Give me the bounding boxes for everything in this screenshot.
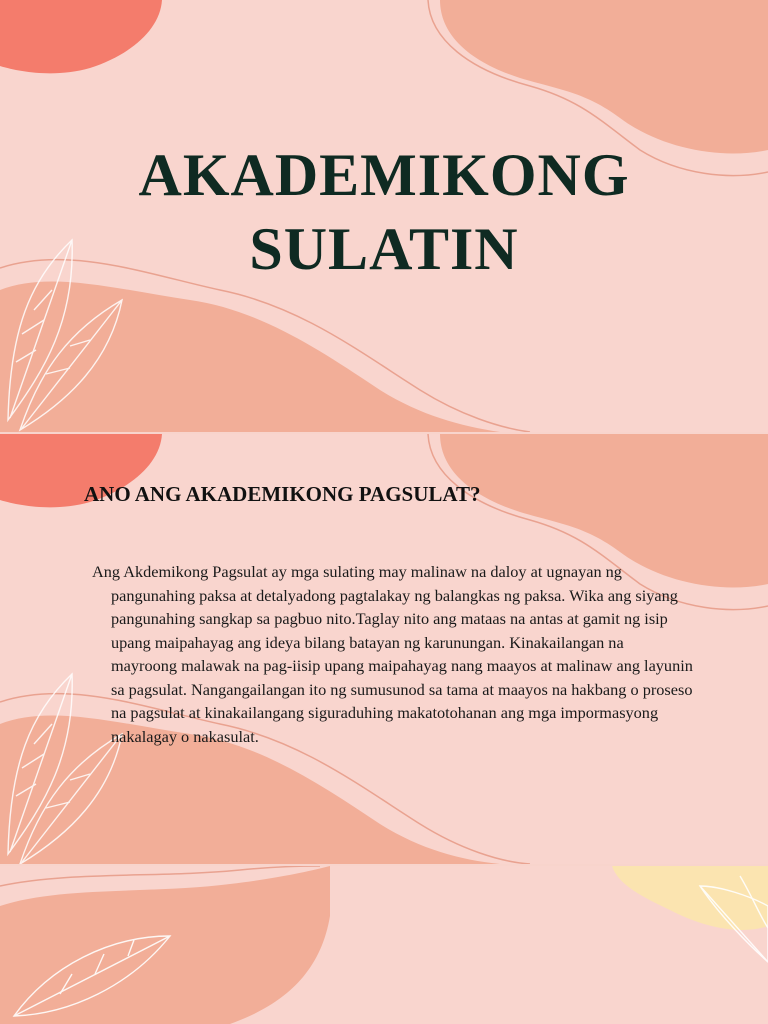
slide-background bbox=[0, 866, 768, 1024]
yellow-blob bbox=[612, 866, 768, 930]
page-title bbox=[0, 138, 768, 286]
title-slide bbox=[0, 0, 768, 432]
salmon-blob bbox=[440, 0, 768, 153]
title-line-1: AKADEMIKONG bbox=[138, 142, 630, 208]
section-heading: ANO ANG AKADEMIKONG PAGSULAT? bbox=[84, 482, 481, 506]
coral-blob bbox=[0, 0, 162, 73]
body-paragraph: Ang Akdemikong Pagsulat ay mga sulating may malinaw na daloy at ugnayan ng pangunahing paksa at detalyadong pagtalakay ng balangkas ng paksa. Wika ang siyang pangunahing sangkap sa pagbuo nito.Taglay nito ang mataas na antas at gamit ng isip upang maipahayag ang ideya bilang batayan ng karunungan. Kinakailangan na mayroong malawak na pag-iisip upang maipahayag nang maayos at malinaw ang layunin sa pagsulat. Nangangailangan ito ng sumusunod sa tama at maayos na hakbang o proseso na pagsulat at kinakailangang siguraduhing makatotohanan ang mga impormasyong nakalagay o nakasulat. bbox=[92, 562, 693, 746]
content-slide bbox=[0, 434, 768, 864]
salmon-blob bbox=[0, 866, 330, 1024]
partial-slide bbox=[0, 866, 768, 1024]
title-line-2: SULATIN bbox=[249, 216, 519, 282]
salmon-blob bbox=[0, 281, 500, 432]
